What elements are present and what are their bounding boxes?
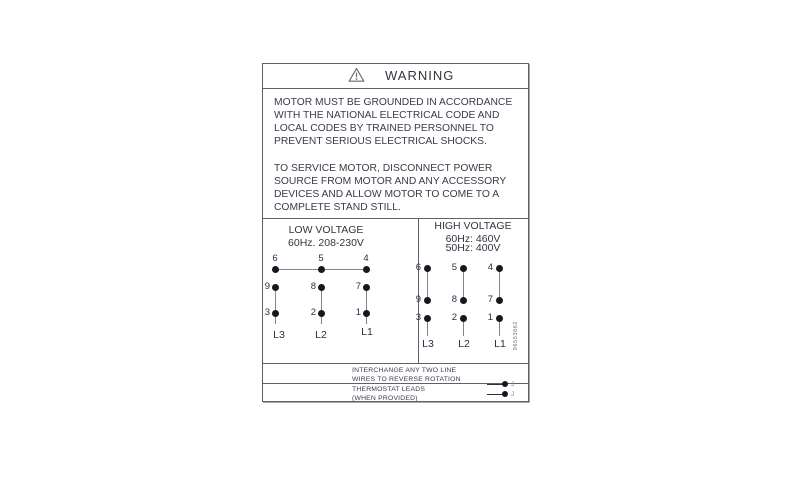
warning-paragraph-2-line: DEVICES AND ALLOW MOTOR TO COME TO A (274, 189, 500, 201)
wire-line (321, 287, 322, 324)
thermostat-lead-dot (502, 391, 508, 397)
line-label-l1: L1 (361, 326, 373, 338)
warning-paragraph-1-line: LOCAL CODES BY TRAINED PERSONNEL TO (274, 123, 494, 135)
terminal-dot (460, 297, 467, 304)
warning-paragraph-2-line: COMPLETE STAND STILL. (274, 202, 401, 214)
terminal-dot (318, 266, 325, 273)
terminal-dot (363, 284, 370, 291)
thermostat-leads-label: THERMOSTAT LEADS (352, 386, 426, 393)
terminal-dot (363, 310, 370, 317)
terminal-number-2: 2 (310, 307, 316, 318)
low-voltage-subtitle: 60Hz. 208-230V (288, 237, 364, 249)
terminal-dot (496, 315, 503, 322)
terminal-dot (318, 310, 325, 317)
terminal-number-8: 8 (451, 294, 457, 305)
terminal-number-6: 6 (272, 253, 278, 264)
warning-paragraph-1 (274, 96, 512, 148)
terminal-number-3: 3 (264, 307, 270, 318)
warning-title: WARNING (385, 68, 455, 83)
thermostat-terminal-j: J (511, 381, 515, 388)
wire-line (275, 287, 276, 324)
warning-paragraph-1-line: MOTOR MUST BE GROUNDED IN ACCORDANCE (274, 97, 513, 108)
terminal-number-7: 7 (487, 294, 493, 305)
terminal-number-5: 5 (451, 262, 457, 273)
thermostat-terminal-j: J (511, 391, 515, 398)
terminal-number-1: 1 (487, 312, 493, 323)
terminal-dot (272, 284, 279, 291)
high-voltage-title: HIGH VOLTAGE (434, 220, 512, 232)
line-label-l2: L2 (315, 329, 327, 341)
terminal-dot (460, 265, 467, 272)
low-voltage-title: LOW VOLTAGE (288, 224, 364, 236)
warning-paragraph-1-line: PREVENT SERIOUS ELECTRICAL SHOCKS. (274, 136, 487, 148)
terminal-number-6: 6 (415, 262, 421, 273)
warning-paragraph-2 (274, 162, 506, 214)
line-label-l3: L3 (422, 338, 434, 350)
terminal-dot (424, 265, 431, 272)
terminal-dot (496, 265, 503, 272)
warning-paragraph-2-line: SOURCE FROM MOTOR AND ANY ACCESSORY (274, 176, 507, 188)
body-divider (263, 218, 528, 219)
motor-warning-label (262, 63, 529, 402)
terminal-number-9: 9 (415, 294, 421, 305)
header-divider (263, 88, 528, 89)
part-number-vertical: 96553862 (513, 321, 519, 351)
terminal-dot (272, 310, 279, 317)
high-voltage-subtitle-50hz: 50Hz: 400V (445, 242, 501, 254)
terminal-dot (363, 266, 370, 273)
wire-line (366, 287, 367, 324)
terminal-dot (460, 315, 467, 322)
terminal-number-3: 3 (415, 312, 421, 323)
footer-divider-1 (263, 363, 528, 364)
terminal-number-5: 5 (318, 253, 324, 264)
terminal-number-1: 1 (355, 307, 361, 318)
line-label-l1: L1 (494, 338, 506, 350)
terminal-number-2: 2 (451, 312, 457, 323)
terminal-dot (496, 297, 503, 304)
line-label-l2: L2 (458, 338, 470, 350)
warning-paragraph-2-line: TO SERVICE MOTOR, DISCONNECT POWER (274, 163, 493, 174)
terminal-dot (424, 315, 431, 322)
terminal-number-4: 4 (487, 262, 493, 273)
terminal-number-4: 4 (363, 253, 369, 264)
warning-triangle-icon (348, 67, 365, 88)
thermostat-lead-line (487, 384, 503, 385)
thermostat-lead-line (487, 394, 503, 395)
rotation-note-line1: INTERCHANGE ANY TWO LINE (352, 367, 457, 374)
terminal-dot (272, 266, 279, 273)
line-label-l3: L3 (273, 329, 285, 341)
thermostat-lead-dot (502, 381, 508, 387)
terminal-number-8: 8 (310, 281, 316, 292)
terminal-dot (318, 284, 325, 291)
terminal-dot (424, 297, 431, 304)
warning-paragraph-1-line: WITH THE NATIONAL ELECTRICAL CODE AND (274, 110, 500, 122)
terminal-number-7: 7 (355, 281, 361, 292)
rotation-note-line2: WIRES TO REVERSE ROTATION (352, 376, 461, 383)
high-voltage-subtitle-60hz: 60Hz: 460V (445, 233, 501, 245)
terminal-number-9: 9 (264, 281, 270, 292)
thermostat-provided-label: (WHEN PROVIDED) (352, 395, 418, 402)
